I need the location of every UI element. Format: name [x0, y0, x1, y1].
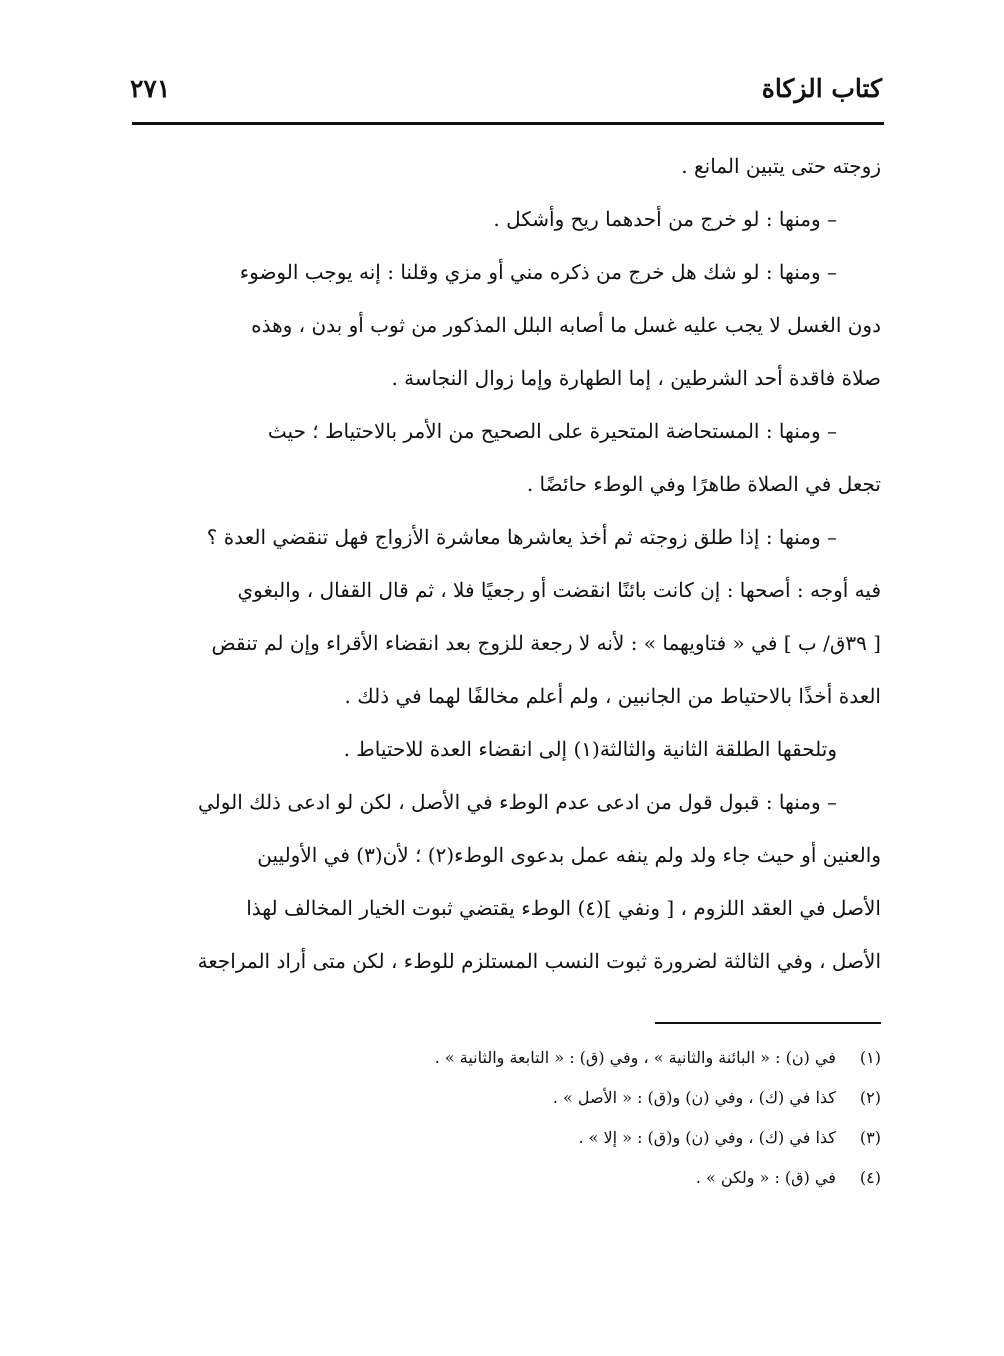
- footnote-number: (٢): [859, 1088, 881, 1107]
- footnote-item: [136, 1158, 881, 1198]
- footnote-text: كذا في (ك) ، وفي (ن) و(ق) : « إلا » .: [578, 1128, 836, 1147]
- footnote-text: في (ن) : « البائنة والثانية » ، وفي (ق) : « التابعة والثانية » .: [434, 1048, 836, 1067]
- text-line: [ ٣٩ق/ ب ] في « فتاويهما » : لأنه لا رجعة للزوج بعد انقضاء الأقراء وإن لم تنقض: [211, 631, 881, 655]
- footnote-number: (١): [859, 1048, 881, 1067]
- text-line: العدة أخذًا بالاحتياط من الجانبين ، ولم أعلم مخالفًا لهما في ذلك .: [344, 684, 881, 708]
- footnote-number: (٣): [859, 1128, 881, 1147]
- footnote-number: (٤): [859, 1168, 881, 1187]
- text-line: – ومنها : لو خرج من أحدهما ريح وأشكل .: [493, 207, 837, 231]
- text-line: الأصل ، وفي الثالثة لضرورة ثبوت النسب المستلزم للوطء ، لكن متى أراد المراجعة: [197, 949, 881, 973]
- footnotes: [136, 1038, 881, 1198]
- text-line: – ومنها : إذا طلق زوجته ثم أخذ يعاشرها معاشرة الأزواج فهل تنقضي العدة ؟: [206, 525, 837, 549]
- page-header: [130, 74, 882, 120]
- text-line: – ومنها : قبول قول من ادعى عدم الوطء في الأصل ، لكن لو ادعى ذلك الولي: [198, 790, 837, 814]
- footnote-text: كذا في (ك) ، وفي (ن) و(ق) : « الأصل » .: [552, 1088, 836, 1107]
- chapter-title: كتاب الزكاة: [761, 74, 882, 103]
- text-line: فيه أوجه : أصحها : إن كانت بائنًا انقضت أو رجعيًا فلا ، ثم قال القفال ، والبغوي: [237, 578, 881, 602]
- text-line: وتلحقها الطلقة الثانية والثالثة(١) إلى انقضاء العدة للاحتياط .: [343, 737, 837, 761]
- text-line: دون الغسل لا يجب عليه غسل ما أصابه البلل المذكور من ثوب أو بدن ، وهذه: [251, 313, 881, 337]
- footnote-item: [136, 1118, 881, 1158]
- text-line: زوجته حتى يتبين المانع .: [681, 154, 881, 178]
- text-line: الأصل في العقد اللزوم ، [ ونفي ](٤) الوطء يقتضي ثبوت الخيار المخالف لهذا: [246, 896, 881, 920]
- text-line: – ومنها : لو شك هل خرج من ذكره مني أو مزي وقلنا : إنه يوجب الوضوء: [239, 260, 837, 284]
- main-text: [136, 140, 881, 988]
- footnote-item: [136, 1078, 881, 1118]
- footnote-text: في (ق) : « ولكن » .: [695, 1168, 836, 1187]
- text-line: – ومنها : المستحاضة المتحيرة على الصحيح من الأمر بالاحتياط ؛ حيث: [267, 419, 837, 443]
- page-number: ٢٧١: [130, 74, 171, 103]
- text-line: تجعل في الصلاة طاهرًا وفي الوطء حائضًا .: [526, 472, 881, 496]
- text-line: صلاة فاقدة أحد الشرطين ، إما الطهارة وإما زوال النجاسة .: [391, 366, 881, 390]
- footnote-item: [136, 1038, 881, 1078]
- footnote-divider: [655, 1022, 881, 1024]
- header-divider: [132, 122, 884, 125]
- text-line: والعنين أو حيث جاء ولد ولم ينفه عمل بدعوى الوطء(٢) ؛ لأن(٣) في الأوليين: [257, 843, 881, 867]
